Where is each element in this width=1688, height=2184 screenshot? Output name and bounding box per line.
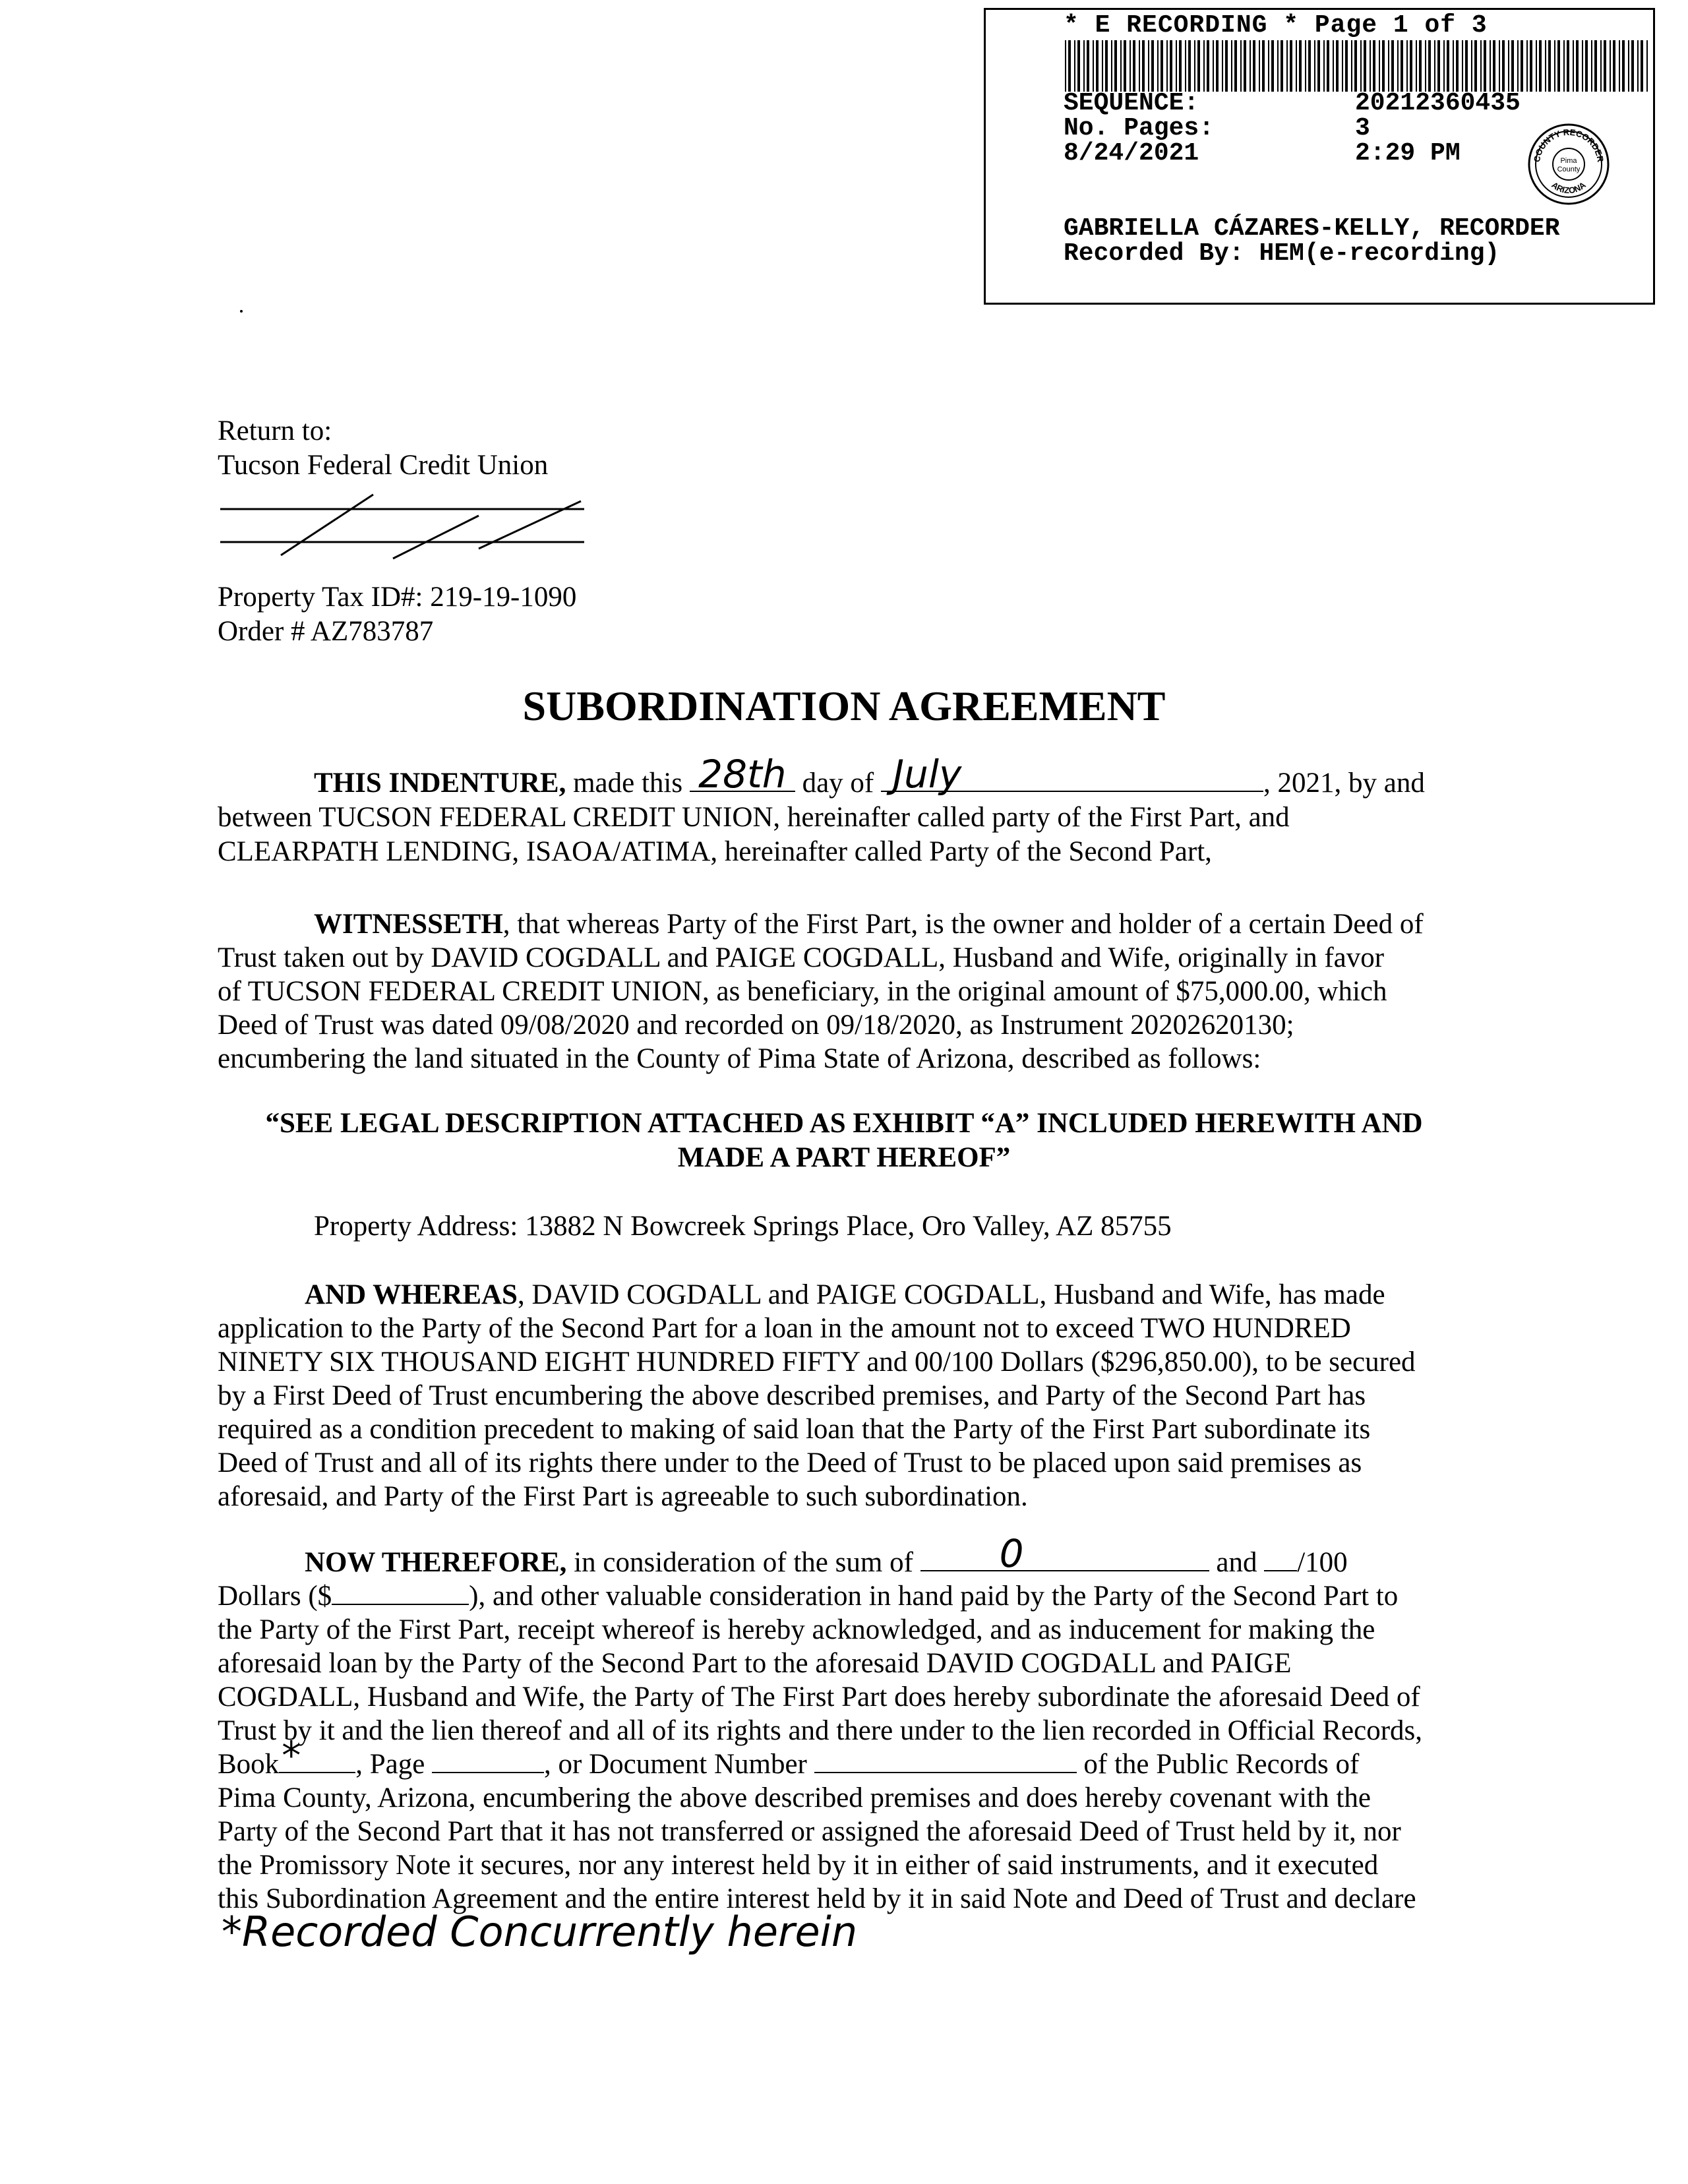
barcode-bar xyxy=(1296,40,1297,92)
barcode-bar xyxy=(1120,40,1122,92)
barcode-bar xyxy=(1576,40,1579,92)
barcode-bar xyxy=(1197,40,1200,92)
barcode-bar xyxy=(1526,40,1528,92)
para4-line2 xyxy=(218,1579,1398,1614)
stamp-header: * E RECORDING * Page 1 of 3 xyxy=(1064,11,1488,40)
barcode-bar xyxy=(1124,40,1126,92)
para1-line3: CLEARPATH LENDING, ISAOA/ATIMA, hereinafter called Party of the Second Part, xyxy=(218,836,1212,867)
barcode-bar xyxy=(1290,40,1292,92)
barcode-bar xyxy=(1160,40,1163,92)
book-text: Book xyxy=(218,1749,280,1780)
barcode-bar xyxy=(1631,40,1634,92)
barcode-bar xyxy=(1207,40,1209,92)
property-address: Property Address: 13882 N Bowcreek Springs Place, Oro Valley, AZ 85755 xyxy=(314,1211,1172,1242)
barcode-bar xyxy=(1317,40,1320,92)
barcode-bar xyxy=(1253,40,1255,92)
barcode-bar xyxy=(1364,40,1366,92)
pages-value: 3 xyxy=(1355,114,1370,142)
barcode-bar xyxy=(1083,40,1085,92)
barcode-bar xyxy=(1548,40,1551,92)
dollars-rest: ), and other valuable consideration in hand paid by the Party of the Second Part to xyxy=(469,1581,1399,1612)
sequence-value: 20212360435 xyxy=(1355,89,1521,117)
barcode-bar xyxy=(1480,40,1482,92)
barcode-bar xyxy=(1585,40,1588,92)
barcode-bar xyxy=(1530,40,1532,92)
handwritten-note: *Recorded Concurrently herein xyxy=(222,1908,858,1956)
recorded-by: Recorded By: HEM(e-recording) xyxy=(1064,239,1500,268)
barcode-bar xyxy=(1382,40,1385,92)
sum-blank xyxy=(920,1531,1209,1576)
barcode-bar xyxy=(1462,40,1463,92)
para4-line8: Pima County, Arizona, encumbering the above described premises and does hereby covenant with the xyxy=(218,1782,1371,1813)
barcode-bar xyxy=(1308,40,1311,92)
barcode-bar xyxy=(1401,40,1403,92)
para3-line1 xyxy=(305,1278,1385,1312)
doc-number-blank xyxy=(814,1749,1077,1773)
barcode-bar xyxy=(1105,40,1108,92)
barcode-bar xyxy=(1425,40,1426,92)
barcode-bar xyxy=(1354,40,1357,92)
dollars-blank xyxy=(332,1581,469,1605)
barcode-bar xyxy=(1139,40,1140,92)
para4-line9: Party of the Second Part that it has not transferred or assigned the aforesaid Deed of Trust held by it, nor xyxy=(218,1816,1401,1847)
barcode-bar xyxy=(1493,40,1495,92)
document-title: SUBORDINATION AGREEMENT xyxy=(522,682,1166,729)
seal-center-2: County xyxy=(1557,166,1581,173)
barcode-bar xyxy=(1065,40,1066,92)
dollars-open: Dollars ($ xyxy=(218,1581,332,1612)
para2-lead: WITNESSETH xyxy=(314,909,503,940)
barcode-bar xyxy=(1333,40,1334,92)
barcode-bar xyxy=(1502,40,1505,92)
barcode-bar xyxy=(1244,40,1246,92)
seal-bottom-text: ARIZONA xyxy=(1550,179,1588,196)
para1-line2: between TUCSON FEDERAL CREDIT UNION, hereinafter called party of the First Part, and xyxy=(218,802,1290,833)
page-blank xyxy=(432,1749,544,1773)
barcode-bar xyxy=(1166,40,1168,92)
para4-cents-text: /100 xyxy=(1297,1547,1348,1578)
barcode-bar xyxy=(1068,40,1071,92)
barcode-bar xyxy=(1281,40,1283,92)
barcode-bar xyxy=(1093,40,1094,92)
barcode-bar xyxy=(1327,40,1329,92)
para1-day-of: day of xyxy=(795,768,881,799)
barcode-bar xyxy=(1591,40,1592,92)
barcode-bar xyxy=(1259,40,1260,92)
barcode-bar xyxy=(1176,40,1177,92)
doc-text: , or Document Number xyxy=(544,1749,814,1780)
barcode-bar xyxy=(1545,40,1546,92)
legal-line2: MADE A PART HEREOF” xyxy=(677,1142,1011,1173)
barcode-bar xyxy=(1379,40,1380,92)
para2-line4: Deed of Trust was dated 09/08/2020 and recorded on 09/18/2020, as Instrument 20202620130; xyxy=(218,1010,1294,1041)
para4-line3: the Party of the First Part, receipt whereof is hereby acknowledged, and as inducement for making the xyxy=(218,1614,1375,1645)
barcode-bar xyxy=(1142,40,1145,92)
para4-line11: this Subordination Agreement and the entire interest held by it in said Note and Deed of Trust and declare xyxy=(218,1883,1416,1914)
barcode-bar xyxy=(1539,40,1542,92)
barcode-bar xyxy=(1111,40,1112,92)
para4-line4: aforesaid loan by the Party of the Second Part to the aforesaid DAVID COGDALL and PAIGE xyxy=(218,1648,1292,1679)
para4-lead: NOW THEREFORE, xyxy=(305,1547,567,1578)
barcode-bar xyxy=(1416,40,1417,92)
recorder-seal-icon xyxy=(1526,122,1611,206)
barcode-bar xyxy=(1456,40,1459,92)
stray-mark xyxy=(240,310,243,313)
barcode-bar xyxy=(1188,40,1191,92)
record-date: 8/24/2021 xyxy=(1064,139,1199,167)
barcode-bar xyxy=(1299,40,1302,92)
barcode-bar xyxy=(1286,40,1288,92)
book-fill: * xyxy=(282,1733,301,1778)
barcode-bar xyxy=(1213,40,1214,92)
para1-made-this: made this xyxy=(566,768,690,799)
cents-blank xyxy=(1264,1548,1297,1571)
order-number: Order # AZ783787 xyxy=(218,616,434,647)
para2-line3: of TUCSON FEDERAL CREDIT UNION, as beneficiary, in the original amount of $75,000.00, which xyxy=(218,976,1387,1007)
barcode xyxy=(1064,40,1650,92)
barcode-bar xyxy=(1194,40,1195,92)
barcode-bar xyxy=(1102,40,1103,92)
sequence-label: SEQUENCE: xyxy=(1064,89,1199,117)
barcode-bar xyxy=(1388,40,1389,92)
barcode-bar xyxy=(1203,40,1205,92)
barcode-bar xyxy=(1471,40,1472,92)
barcode-bar xyxy=(1148,40,1149,92)
barcode-bar xyxy=(1336,40,1339,92)
barcode-bar xyxy=(1222,40,1223,92)
barcode-bar xyxy=(1646,40,1648,92)
day-fill: 28th xyxy=(698,752,787,797)
para3-line5: required as a condition precedent to making of said loan that the Party of the First Part subordinate its xyxy=(218,1414,1371,1445)
barcode-bar xyxy=(1619,40,1620,92)
barcode-bar xyxy=(1130,40,1131,92)
barcode-bar xyxy=(1225,40,1228,92)
barcode-bar xyxy=(1133,40,1135,92)
barcode-bar xyxy=(1428,40,1431,92)
barcode-bar xyxy=(1613,40,1615,92)
para4-line7 xyxy=(218,1733,1360,1782)
barcode-bar xyxy=(1554,40,1555,92)
para1-year: , 2021, by and xyxy=(1263,768,1425,799)
barcode-bar xyxy=(1508,40,1509,92)
barcode-bar xyxy=(1373,40,1375,92)
barcode-bar xyxy=(1434,40,1435,92)
barcode-bar xyxy=(1271,40,1274,92)
barcode-bar xyxy=(1074,40,1075,92)
barcode-bar xyxy=(1573,40,1574,92)
legal-line1: “SEE LEGAL DESCRIPTION ATTACHED AS EXHIBIT “A” INCLUDED HEREWITH AND xyxy=(265,1108,1423,1139)
para3-line6: Deed of Trust and all of its rights there under to the Deed of Trust to be placed upon said premises as xyxy=(218,1447,1362,1478)
month-blank xyxy=(881,752,1263,797)
para3-line2: application to the Party of the Second Part for a loan in the amount not to exceed TWO HUNDRED xyxy=(218,1313,1351,1344)
barcode-bar xyxy=(1323,40,1325,92)
para1-lead: THIS INDENTURE, xyxy=(314,768,566,799)
barcode-bar xyxy=(1262,40,1265,92)
barcode-bar xyxy=(1419,40,1422,92)
return-to-name: Tucson Federal Credit Union xyxy=(218,450,549,481)
svg-text:ARIZONA xyxy=(1550,179,1588,195)
month-fill: July xyxy=(892,752,962,797)
barcode-bar xyxy=(1536,40,1537,92)
barcode-bar xyxy=(1557,40,1560,92)
barcode-bar xyxy=(1499,40,1500,92)
seal-center-1: Pima xyxy=(1560,157,1577,165)
recording-stamp xyxy=(984,8,1655,305)
barcode-bar xyxy=(1114,40,1117,92)
para2-line5: encumbering the land situated in the County of Pima State of Arizona, described as follows: xyxy=(218,1043,1261,1074)
return-to-label: Return to: xyxy=(218,415,332,446)
barcode-bar xyxy=(1453,40,1454,92)
barcode-bar xyxy=(1250,40,1251,92)
barcode-bar xyxy=(1406,40,1408,92)
barcode-bar xyxy=(1179,40,1182,92)
barcode-bar xyxy=(1077,40,1080,92)
day-blank xyxy=(690,752,795,797)
barcode-bar xyxy=(1641,40,1643,92)
barcode-bar xyxy=(1397,40,1399,92)
barcode-bar xyxy=(1600,40,1602,92)
barcode-bar xyxy=(1087,40,1089,92)
barcode-bar xyxy=(1345,40,1348,92)
para3-line4: by a First Deed of Trust encumbering the above described premises, and Party of the Second Part has xyxy=(218,1380,1366,1411)
barcode-bar xyxy=(1151,40,1154,92)
barcode-bar xyxy=(1351,40,1352,92)
struck-address-lines xyxy=(215,489,591,562)
para4-line10: the Promissory Note it secures, nor any interest held by it in either of said instruments, and it executed xyxy=(218,1850,1379,1881)
para3-lead: AND WHEREAS xyxy=(305,1279,518,1310)
page-text: , Page xyxy=(355,1749,433,1780)
seal-top-text: COUNTY RECORDER xyxy=(1531,127,1606,163)
barcode-bar xyxy=(1465,40,1468,92)
barcode-bar xyxy=(1305,40,1306,92)
barcode-bar xyxy=(1360,40,1362,92)
sum-fill: 0 xyxy=(999,1531,1024,1576)
para4-line1 xyxy=(305,1531,1348,1580)
barcode-bar xyxy=(1628,40,1629,92)
barcode-bar xyxy=(1240,40,1242,92)
barcode-bar xyxy=(1185,40,1186,92)
barcode-bar xyxy=(1484,40,1486,92)
barcode-bar xyxy=(1610,40,1611,92)
barcode-bar xyxy=(1231,40,1232,92)
para2-line1-rest: , that whereas Party of the First Part, is the owner and holder of a certain Deed of xyxy=(502,909,1424,940)
para2-line1 xyxy=(314,907,1424,942)
barcode-bar xyxy=(1604,40,1606,92)
para2-line2: Trust taken out by DAVID COGDALL and PAIGE COGDALL, Husband and Wife, originally in favor xyxy=(218,942,1385,973)
barcode-bar xyxy=(1474,40,1477,92)
public-text: of the Public Records of xyxy=(1076,1749,1360,1780)
record-time: 2:29 PM xyxy=(1355,139,1461,167)
para3-line7: aforesaid, and Party of the First Part is agreeable to such subordination. xyxy=(218,1481,1028,1512)
para3-line1-rest: , DAVID COGDALL and PAIGE COGDALL, Husband and Wife, has made xyxy=(517,1279,1385,1310)
para4-sum-text: in consideration of the sum of xyxy=(566,1547,920,1578)
para1-line1 xyxy=(314,752,1425,801)
barcode-bar xyxy=(1582,40,1583,92)
barcode-bar xyxy=(1391,40,1394,92)
barcode-bar xyxy=(1622,40,1625,92)
barcode-bar xyxy=(1567,40,1569,92)
barcode-bar xyxy=(1594,40,1597,92)
para4-line5: COGDALL, Husband and Wife, the Party of The First Part does hereby subordinate the aforesaid Deed of xyxy=(218,1682,1420,1713)
barcode-bar xyxy=(1370,40,1371,92)
book-blank xyxy=(279,1733,355,1778)
barcode-bar xyxy=(1447,40,1449,92)
barcode-bar xyxy=(1314,40,1315,92)
barcode-bar xyxy=(1437,40,1440,92)
barcode-bar xyxy=(1490,40,1491,92)
barcode-bar xyxy=(1157,40,1159,92)
para4-line6: Trust by it and the lien thereof and all of its rights and there under to the lien recorded in Official Records, xyxy=(218,1715,1423,1746)
tax-id: Property Tax ID#: 219-19-1090 xyxy=(218,582,577,613)
pages-label: No. Pages: xyxy=(1064,114,1215,142)
barcode-bar xyxy=(1170,40,1172,92)
barcode-bar xyxy=(1517,40,1519,92)
barcode-bar xyxy=(1277,40,1279,92)
barcode-bar xyxy=(1563,40,1565,92)
recorder-name: GABRIELLA CÁZARES-KELLY, RECORDER xyxy=(1064,214,1560,243)
barcode-bar xyxy=(1511,40,1514,92)
barcode-bar xyxy=(1268,40,1269,92)
barcode-bar xyxy=(1410,40,1412,92)
barcode-bar xyxy=(1342,40,1343,92)
para3-line3: NINETY SIX THOUSAND EIGHT HUNDRED FIFTY and 00/100 Dollars ($296,850.00), to be secured xyxy=(218,1347,1416,1378)
barcode-bar xyxy=(1234,40,1237,92)
barcode-bar xyxy=(1443,40,1445,92)
para4-and-text: and xyxy=(1209,1547,1265,1578)
barcode-bar xyxy=(1216,40,1219,92)
barcode-bar xyxy=(1521,40,1523,92)
barcode-bar xyxy=(1096,40,1099,92)
barcode-bar xyxy=(1637,40,1639,92)
